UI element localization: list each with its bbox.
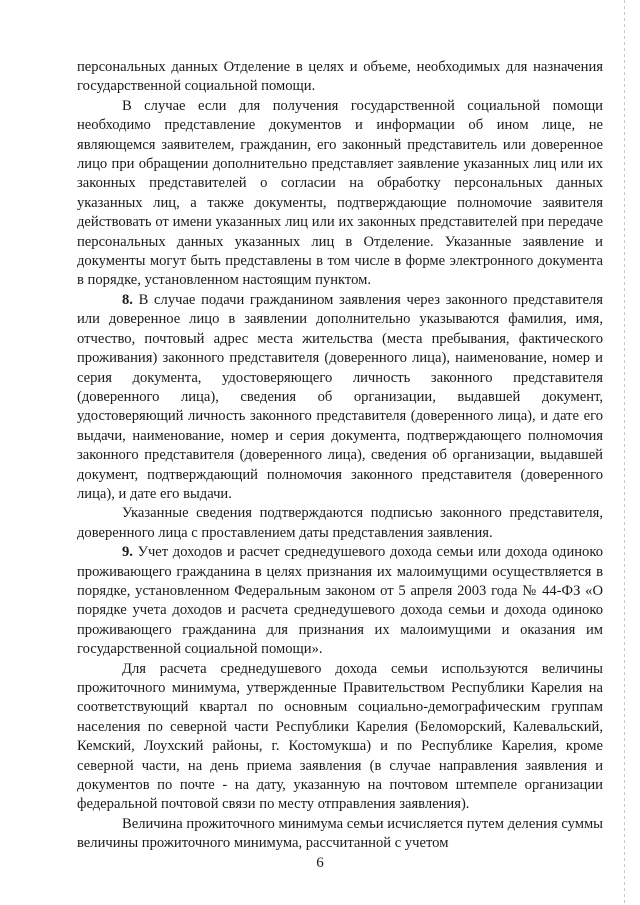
paragraph-item-8 xyxy=(77,291,603,504)
paragraph-text: В случае подачи гражданином заявления через законного представителя или доверенное лицо в заявлении дополнительно указываются фамилия, имя, отчество, почтовый адрес места жительства (места пребывания, фактического проживания) законного представителя (доверенного лица), наименование, номер и серия документа, удостоверяющего личность законного представителя (доверенного лица), сведения об организации, выдавшей документ, удостоверяющий личность законного представителя (доверенного лица), и дате его выдачи, наименование, номер и серия документа, подтверждающего полномочия законного представителя (доверенного лица), сведения об организации, выдавшей документ, подтверждающий полномочия законного представителя (доверенного лица), и дате его выдачи. xyxy=(77,291,603,502)
paragraph-family-minimum xyxy=(77,815,603,854)
item-number: 9. xyxy=(122,544,133,561)
paragraph-text: персональных данных Отделение в целях и объеме, необходимых для назначения государственной социальной помощи. xyxy=(77,59,603,95)
paragraph-text: Для расчета среднедушевого дохода семьи используются величины прожиточного минимума, утвержденные Правительством Республики Карелия на соответствующий квартал по основным социально-демографическим группам населения по северной части Республики Карелия (Беломорский, Калевальский, Кемский, Лоухский районы, г. Костомукша) и по Республике Карелия, кроме северной части, на день приема заявления (в случае направления заявления и документов по почте - на дату, указанную на почтовом штемпеле организации федеральной почтовой связи по месту отправления заявления). xyxy=(77,660,603,813)
paragraph-continuation xyxy=(77,58,603,97)
paragraph-other-person-consent xyxy=(77,97,603,291)
item-number: 8. xyxy=(122,291,133,308)
paragraph-text: Величина прожиточного минимума семьи исчисляется путем деления суммы величины прожиточного минимума, рассчитанной с учетом xyxy=(77,815,603,852)
paragraph-item-9 xyxy=(77,543,603,659)
paragraph-subsistence-minimum xyxy=(77,660,603,815)
scan-edge-line xyxy=(624,0,625,905)
document-body xyxy=(77,58,603,854)
page-number: 6 xyxy=(316,855,324,871)
paragraph-text: Учет доходов и расчет среднедушевого дохода семьи или дохода одиноко проживающего гражданина в целях признания их малоимущими осуществляется в порядке, установленном Федеральным законом от 5 апреля 2003 года № 44-ФЗ «О порядке учета доходов и расчета среднедушевого дохода семьи и дохода одиноко проживающего гражданина для признания их малоимущими и оказания им государственной социальной помощи». xyxy=(77,544,604,658)
paragraph-text: В случае если для получения государственной социальной помощи необходимо представление документов и информации об ином лице, не являющемся заявителем, гражданин, его законный представитель или доверенное лицо при обращении дополнительно представляет заявление указанных лиц или их законных представителей о согласии на обработку персональных данных указанных лиц, а также документы, подтверждающие полномочие заявителя действовать от имени указанных лиц или их законных представителей при передаче персональных данных указанных лиц в Отделение. Указанные заявление и документы могут быть представлены в том числе в форме электронного документа в порядке, установленном настоящим пунктом. xyxy=(77,97,603,289)
paragraph-text: Указанные сведения подтверждаются подписью законного представителя, доверенного лица с проставлением даты представления заявления. xyxy=(77,505,603,541)
paragraph-signature-confirmation xyxy=(77,504,603,543)
